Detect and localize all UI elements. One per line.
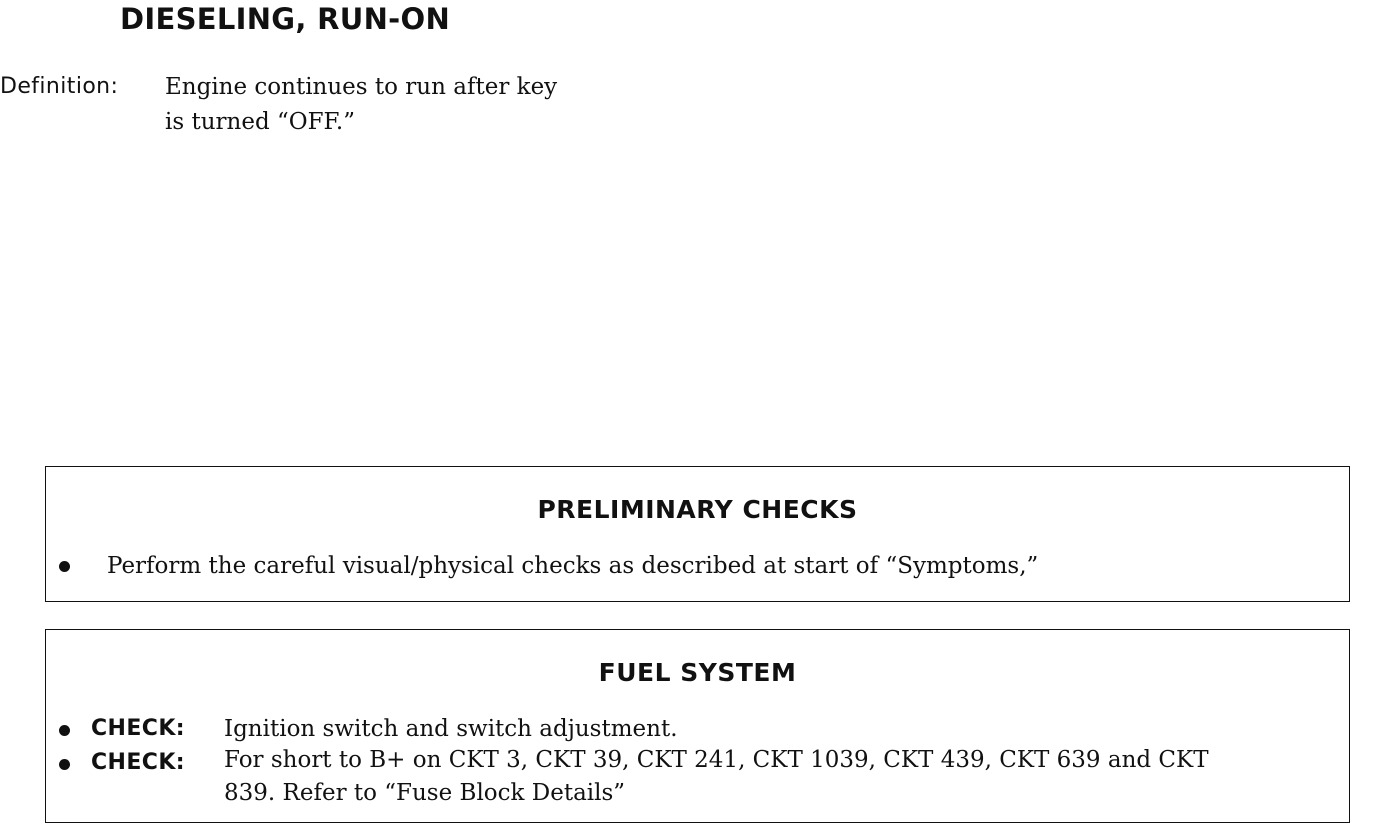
check-text: For short to B+ on CKT 3, CKT 39, CKT 241, CKT 1039, CKT 439, CKT 639 and CKT [224, 747, 1209, 773]
check-text: Ignition switch and switch adjustment. [224, 716, 678, 742]
definition-line: is turned “OFF.” [165, 109, 355, 135]
preliminary-checks-box [45, 466, 1350, 602]
bullet-icon [59, 725, 70, 736]
fuel-system-box [45, 629, 1350, 823]
preliminary-check-item: Perform the careful visual/physical checks as described at start of “Symptoms,” [107, 553, 1039, 579]
definition-text [165, 70, 625, 140]
preliminary-checks-heading: PRELIMINARY CHECKS [537, 495, 858, 524]
check-label: CHECK: [91, 750, 185, 775]
bullet-icon [59, 561, 70, 572]
page-title: DIESELING, RUN-ON [120, 2, 451, 36]
definition-line: Engine continues to run after key [165, 74, 558, 100]
check-label: CHECK: [91, 716, 185, 741]
check-text-continued: 839. Refer to “Fuse Block Details” [224, 780, 626, 806]
definition-label: Definition: [0, 74, 119, 99]
fuel-system-heading: FUEL SYSTEM [598, 658, 797, 687]
bullet-icon [59, 759, 70, 770]
